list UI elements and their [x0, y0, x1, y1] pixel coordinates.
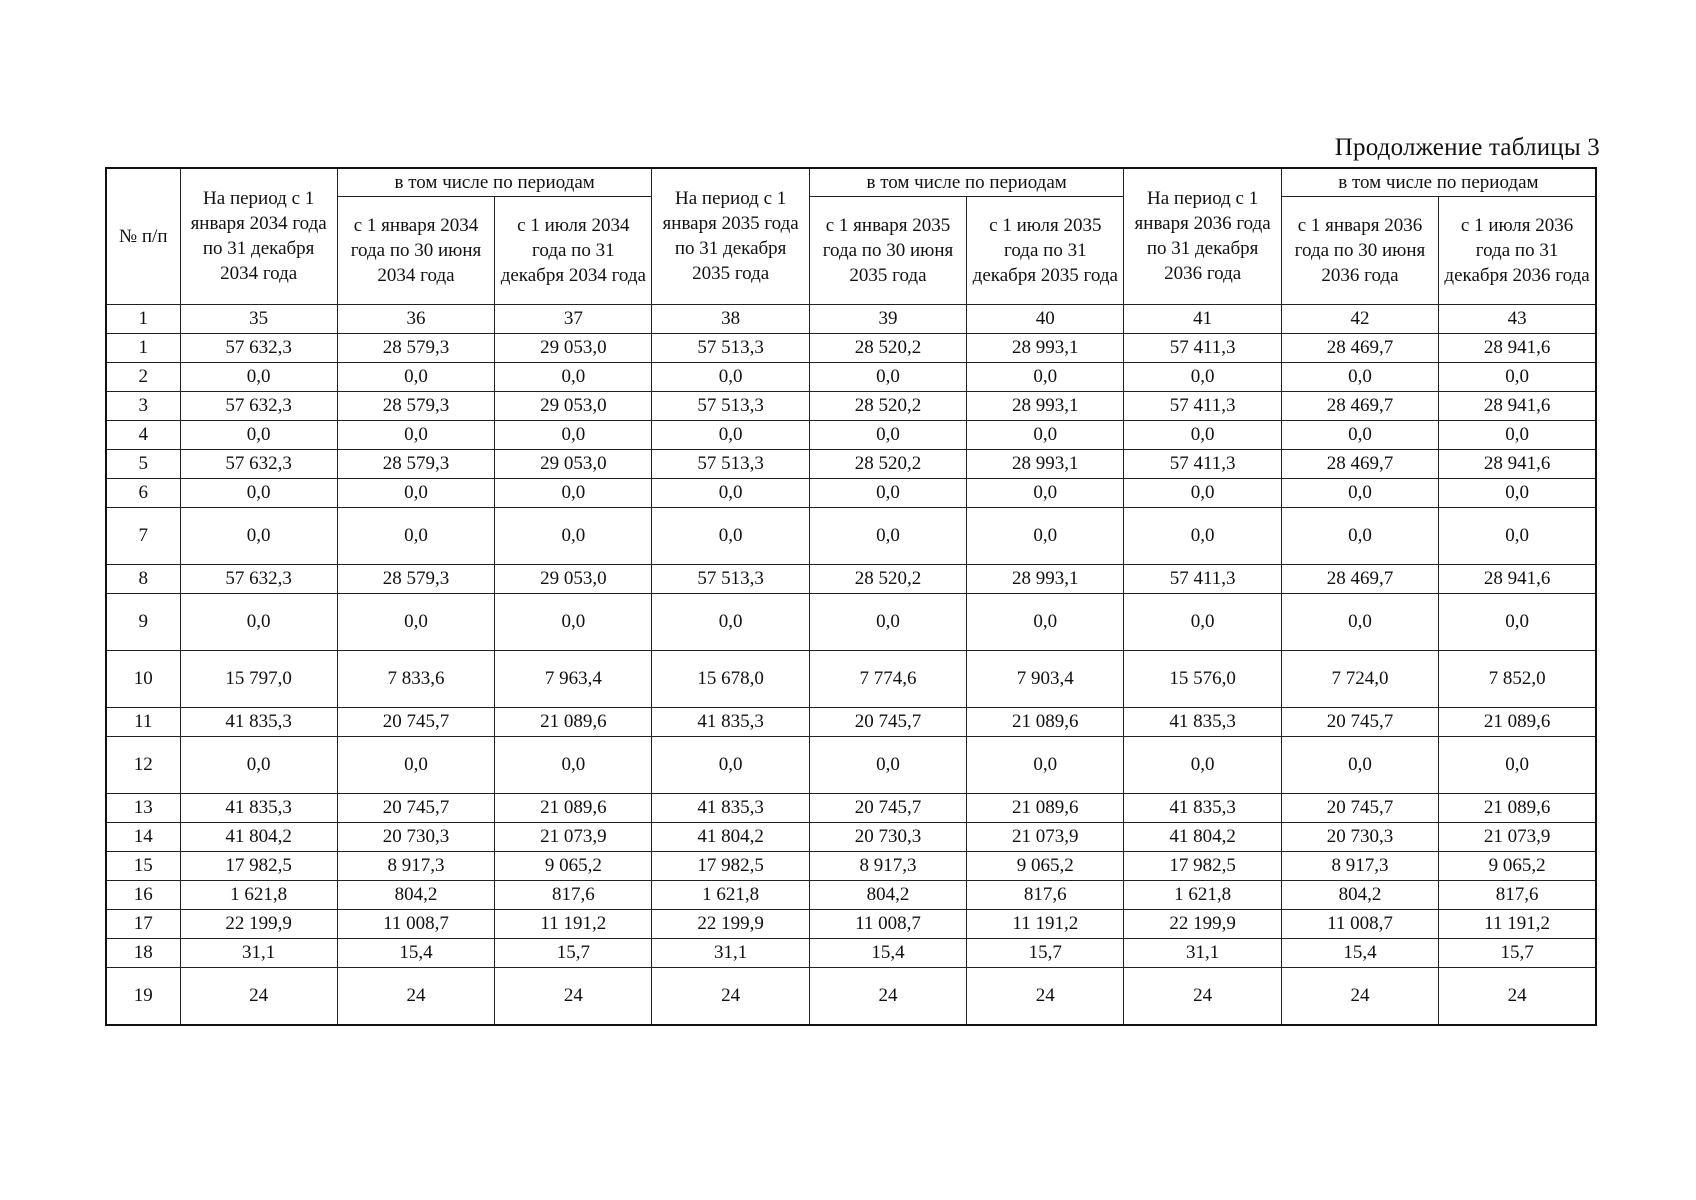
- table-cell: 17 982,5: [1124, 851, 1281, 880]
- table-cell: 21 089,6: [495, 793, 652, 822]
- row-number: 9: [106, 593, 180, 650]
- row-number: 7: [106, 507, 180, 564]
- table-cell: 21 073,9: [495, 822, 652, 851]
- table-cell: 28 941,6: [1439, 333, 1596, 362]
- row-number: 6: [106, 478, 180, 507]
- table-cell: 7 852,0: [1439, 650, 1596, 707]
- header-incl-2036: в том числе по периодам: [1281, 168, 1596, 196]
- table-cell: 15,4: [337, 938, 494, 967]
- table-cell: 57 513,3: [652, 333, 809, 362]
- data-table: [105, 167, 1597, 1026]
- row-number: 19: [106, 967, 180, 1025]
- table-cell: 0,0: [967, 420, 1124, 449]
- table-cell: 0,0: [652, 593, 809, 650]
- table-cell: 0,0: [1439, 507, 1596, 564]
- table-cell: 57 632,3: [180, 333, 337, 362]
- header-h1-2036: с 1 января 2036 года по 30 июня 2036 года: [1281, 196, 1438, 304]
- table-cell: 31,1: [180, 938, 337, 967]
- table-cell: 41 835,3: [180, 707, 337, 736]
- header-incl-2034: в том числе по периодам: [337, 168, 652, 196]
- table-cell: 0,0: [1281, 593, 1438, 650]
- table-cell: 15 678,0: [652, 650, 809, 707]
- table-cell: 15,4: [1281, 938, 1438, 967]
- table-cell: 20 745,7: [809, 707, 966, 736]
- table-cell: 57 513,3: [652, 564, 809, 593]
- table-cell: 20 730,3: [1281, 822, 1438, 851]
- table-cell: 41 804,2: [1124, 822, 1281, 851]
- header-row-main: [106, 168, 1596, 196]
- table-cell: 24: [495, 967, 652, 1025]
- row-number: 1: [106, 333, 180, 362]
- table-cell: 11 008,7: [337, 909, 494, 938]
- table-cell: 7 963,4: [495, 650, 652, 707]
- table-cell: 57 513,3: [652, 449, 809, 478]
- table-cell: 22 199,9: [652, 909, 809, 938]
- table-cell: 7 774,6: [809, 650, 966, 707]
- table-cell: 17 982,5: [652, 851, 809, 880]
- table-cell: 20 730,3: [337, 822, 494, 851]
- col-number: 35: [180, 304, 337, 333]
- table-cell: 0,0: [1439, 478, 1596, 507]
- table-cell: 22 199,9: [180, 909, 337, 938]
- table-row: [106, 707, 1596, 736]
- table-cell: 24: [809, 967, 966, 1025]
- header-incl-2035: в том числе по периодам: [809, 168, 1124, 196]
- header-h1-2034: с 1 января 2034 года по 30 июня 2034 года: [337, 196, 494, 304]
- table-cell: 41 835,3: [1124, 793, 1281, 822]
- table-row: [106, 822, 1596, 851]
- table-row: [106, 793, 1596, 822]
- table-cell: 804,2: [1281, 880, 1438, 909]
- table-cell: 15,7: [1439, 938, 1596, 967]
- table-cell: 0,0: [809, 478, 966, 507]
- row-number: 14: [106, 822, 180, 851]
- table-body: [106, 333, 1596, 1025]
- col-number: 40: [967, 304, 1124, 333]
- table-cell: 24: [180, 967, 337, 1025]
- col-number: 41: [1124, 304, 1281, 333]
- table-row: [106, 391, 1596, 420]
- table-cell: 31,1: [652, 938, 809, 967]
- table-cell: 0,0: [337, 478, 494, 507]
- table-cell: 0,0: [652, 736, 809, 793]
- table-cell: 0,0: [180, 593, 337, 650]
- table-row: [106, 593, 1596, 650]
- table-cell: 0,0: [1124, 478, 1281, 507]
- row-number: 16: [106, 880, 180, 909]
- table-cell: 8 917,3: [337, 851, 494, 880]
- table-cell: 20 730,3: [809, 822, 966, 851]
- table-cell: 28 469,7: [1281, 333, 1438, 362]
- table-cell: 0,0: [180, 362, 337, 391]
- table-cell: 0,0: [180, 736, 337, 793]
- col-number: 43: [1439, 304, 1596, 333]
- table-cell: 0,0: [1124, 593, 1281, 650]
- table-row: [106, 420, 1596, 449]
- table-cell: 57 411,3: [1124, 391, 1281, 420]
- table-cell: 21 089,6: [495, 707, 652, 736]
- table-row: [106, 967, 1596, 1025]
- table-row: [106, 938, 1596, 967]
- table-row: [106, 650, 1596, 707]
- column-number-row: [106, 304, 1596, 333]
- table-cell: 9 065,2: [495, 851, 652, 880]
- table-cell: 0,0: [967, 736, 1124, 793]
- table-row: [106, 909, 1596, 938]
- table-cell: 0,0: [1281, 362, 1438, 391]
- table-cell: 28 579,3: [337, 449, 494, 478]
- table-cell: 20 745,7: [1281, 707, 1438, 736]
- table-cell: 1 621,8: [180, 880, 337, 909]
- table-row: [106, 478, 1596, 507]
- table-cell: 57 632,3: [180, 391, 337, 420]
- table-row: [106, 564, 1596, 593]
- header-total-2036: На период с 1 января 2036 года по 31 декабря 2036 года: [1124, 168, 1281, 304]
- table-cell: 7 833,6: [337, 650, 494, 707]
- row-number: 15: [106, 851, 180, 880]
- table-cell: 20 745,7: [809, 793, 966, 822]
- col-number: 36: [337, 304, 494, 333]
- table-cell: 20 745,7: [337, 793, 494, 822]
- table-cell: 28 941,6: [1439, 564, 1596, 593]
- table-cell: 0,0: [1281, 478, 1438, 507]
- table-cell: 28 993,1: [967, 333, 1124, 362]
- table-cell: 24: [1124, 967, 1281, 1025]
- table-cell: 0,0: [652, 362, 809, 391]
- table-cell: 29 053,0: [495, 391, 652, 420]
- row-number: 4: [106, 420, 180, 449]
- row-number: 11: [106, 707, 180, 736]
- table-cell: 11 008,7: [1281, 909, 1438, 938]
- table-cell: 0,0: [180, 420, 337, 449]
- table-cell: 0,0: [495, 478, 652, 507]
- table-cell: 41 835,3: [1124, 707, 1281, 736]
- table-cell: 15,7: [967, 938, 1124, 967]
- table-cell: 0,0: [652, 478, 809, 507]
- row-number: 3: [106, 391, 180, 420]
- table-cell: 41 804,2: [652, 822, 809, 851]
- table-cell: 1 621,8: [1124, 880, 1281, 909]
- header-h2-2036: с 1 июля 2036 года по 31 декабря 2036 года: [1439, 196, 1596, 304]
- table-cell: 28 941,6: [1439, 449, 1596, 478]
- table-cell: 28 993,1: [967, 564, 1124, 593]
- table-cell: 21 089,6: [1439, 793, 1596, 822]
- table-cell: 0,0: [652, 507, 809, 564]
- table-cell: 0,0: [495, 507, 652, 564]
- table-cell: 817,6: [495, 880, 652, 909]
- table-cell: 21 089,6: [967, 793, 1124, 822]
- table-cell: 28 579,3: [337, 333, 494, 362]
- table-cell: 804,2: [337, 880, 494, 909]
- table-cell: 28 520,2: [809, 564, 966, 593]
- table-cell: 15,4: [809, 938, 966, 967]
- table-caption: Продолжение таблицы 3: [1334, 134, 1600, 161]
- table-cell: 28 469,7: [1281, 391, 1438, 420]
- header-h2-2035: с 1 июля 2035 года по 31 декабря 2035 года: [967, 196, 1124, 304]
- table-cell: 0,0: [495, 420, 652, 449]
- table-cell: 0,0: [1439, 736, 1596, 793]
- table-cell: 57 411,3: [1124, 564, 1281, 593]
- col-number: 39: [809, 304, 966, 333]
- table-cell: 0,0: [337, 736, 494, 793]
- table-cell: 0,0: [1439, 593, 1596, 650]
- table-cell: 28 520,2: [809, 449, 966, 478]
- table-cell: 28 579,3: [337, 391, 494, 420]
- table-cell: 11 191,2: [495, 909, 652, 938]
- col-number: 1: [106, 304, 180, 333]
- header-h1-2035: с 1 января 2035 года по 30 июня 2035 года: [809, 196, 966, 304]
- table-cell: 29 053,0: [495, 564, 652, 593]
- table-cell: 0,0: [1281, 736, 1438, 793]
- table-cell: 817,6: [967, 880, 1124, 909]
- table-cell: 21 073,9: [967, 822, 1124, 851]
- table-cell: 28 993,1: [967, 449, 1124, 478]
- table-cell: 7 724,0: [1281, 650, 1438, 707]
- table-cell: 0,0: [495, 736, 652, 793]
- header-h2-2034: с 1 июля 2034 года по 31 декабря 2034 года: [495, 196, 652, 304]
- table-cell: 0,0: [1439, 420, 1596, 449]
- table-cell: 57 513,3: [652, 391, 809, 420]
- table-cell: 0,0: [809, 507, 966, 564]
- table-row: [106, 362, 1596, 391]
- table-cell: 57 411,3: [1124, 333, 1281, 362]
- row-number: 18: [106, 938, 180, 967]
- table-cell: 28 579,3: [337, 564, 494, 593]
- row-number: 8: [106, 564, 180, 593]
- table-cell: 22 199,9: [1124, 909, 1281, 938]
- table-cell: 29 053,0: [495, 333, 652, 362]
- table-cell: 0,0: [809, 736, 966, 793]
- table-cell: 21 089,6: [1439, 707, 1596, 736]
- table-cell: 0,0: [337, 507, 494, 564]
- table-cell: 0,0: [337, 593, 494, 650]
- table-cell: 0,0: [1439, 362, 1596, 391]
- header-total-2034: На период с 1 января 2034 года по 31 декабря 2034 года: [180, 168, 337, 304]
- table-cell: 24: [337, 967, 494, 1025]
- row-number: 10: [106, 650, 180, 707]
- row-number: 5: [106, 449, 180, 478]
- table-cell: 11 191,2: [1439, 909, 1596, 938]
- table-cell: 0,0: [337, 420, 494, 449]
- table-cell: 15,7: [495, 938, 652, 967]
- table-cell: 24: [1281, 967, 1438, 1025]
- col-number: 38: [652, 304, 809, 333]
- table-cell: 28 469,7: [1281, 564, 1438, 593]
- table-cell: 41 835,3: [180, 793, 337, 822]
- table-cell: 57 632,3: [180, 449, 337, 478]
- table-cell: 9 065,2: [967, 851, 1124, 880]
- col-number: 37: [495, 304, 652, 333]
- table-cell: 20 745,7: [1281, 793, 1438, 822]
- table-cell: 15 797,0: [180, 650, 337, 707]
- table-cell: 11 008,7: [809, 909, 966, 938]
- table-cell: 0,0: [652, 420, 809, 449]
- header-total-2035: На период с 1 января 2035 года по 31 декабря 2035 года: [652, 168, 809, 304]
- table-cell: 41 835,3: [652, 793, 809, 822]
- table-cell: 0,0: [495, 593, 652, 650]
- table-cell: 28 941,6: [1439, 391, 1596, 420]
- table-cell: 0,0: [337, 362, 494, 391]
- table-cell: 28 469,7: [1281, 449, 1438, 478]
- table-cell: 15 576,0: [1124, 650, 1281, 707]
- table-cell: 0,0: [1124, 507, 1281, 564]
- table-cell: 20 745,7: [337, 707, 494, 736]
- table-cell: 0,0: [967, 478, 1124, 507]
- row-number: 13: [106, 793, 180, 822]
- table-cell: 0,0: [809, 420, 966, 449]
- row-number: 17: [106, 909, 180, 938]
- table-cell: 21 073,9: [1439, 822, 1596, 851]
- table-cell: 8 917,3: [809, 851, 966, 880]
- table-cell: 41 835,3: [652, 707, 809, 736]
- table-row: [106, 507, 1596, 564]
- table-cell: 21 089,6: [967, 707, 1124, 736]
- row-number: 12: [106, 736, 180, 793]
- table-cell: 28 993,1: [967, 391, 1124, 420]
- table-cell: 24: [652, 967, 809, 1025]
- table-row: [106, 851, 1596, 880]
- table-cell: 0,0: [495, 362, 652, 391]
- table-cell: 57 411,3: [1124, 449, 1281, 478]
- table-cell: 24: [967, 967, 1124, 1025]
- table-cell: 0,0: [1281, 420, 1438, 449]
- table-cell: 0,0: [967, 593, 1124, 650]
- header-num-col: № п/п: [106, 168, 180, 304]
- table-cell: 57 632,3: [180, 564, 337, 593]
- table-row: [106, 333, 1596, 362]
- table-cell: 0,0: [967, 507, 1124, 564]
- table-cell: 29 053,0: [495, 449, 652, 478]
- table-row: [106, 880, 1596, 909]
- table-cell: 0,0: [809, 362, 966, 391]
- table-cell: 0,0: [1281, 507, 1438, 564]
- table-cell: 24: [1439, 967, 1596, 1025]
- table-cell: 17 982,5: [180, 851, 337, 880]
- table-cell: 11 191,2: [967, 909, 1124, 938]
- table-cell: 804,2: [809, 880, 966, 909]
- table-cell: 0,0: [1124, 420, 1281, 449]
- table-cell: 0,0: [1124, 736, 1281, 793]
- table-row: [106, 449, 1596, 478]
- table-cell: 0,0: [1124, 362, 1281, 391]
- table-cell: 0,0: [180, 507, 337, 564]
- table-cell: 0,0: [809, 593, 966, 650]
- table-cell: 0,0: [967, 362, 1124, 391]
- table-cell: 0,0: [180, 478, 337, 507]
- table-cell: 817,6: [1439, 880, 1596, 909]
- table-cell: 31,1: [1124, 938, 1281, 967]
- col-number: 42: [1281, 304, 1438, 333]
- table-cell: 7 903,4: [967, 650, 1124, 707]
- table-cell: 41 804,2: [180, 822, 337, 851]
- table-cell: 1 621,8: [652, 880, 809, 909]
- table-cell: 28 520,2: [809, 391, 966, 420]
- row-number: 2: [106, 362, 180, 391]
- table-row: [106, 736, 1596, 793]
- table-cell: 9 065,2: [1439, 851, 1596, 880]
- table-cell: 28 520,2: [809, 333, 966, 362]
- table-cell: 8 917,3: [1281, 851, 1438, 880]
